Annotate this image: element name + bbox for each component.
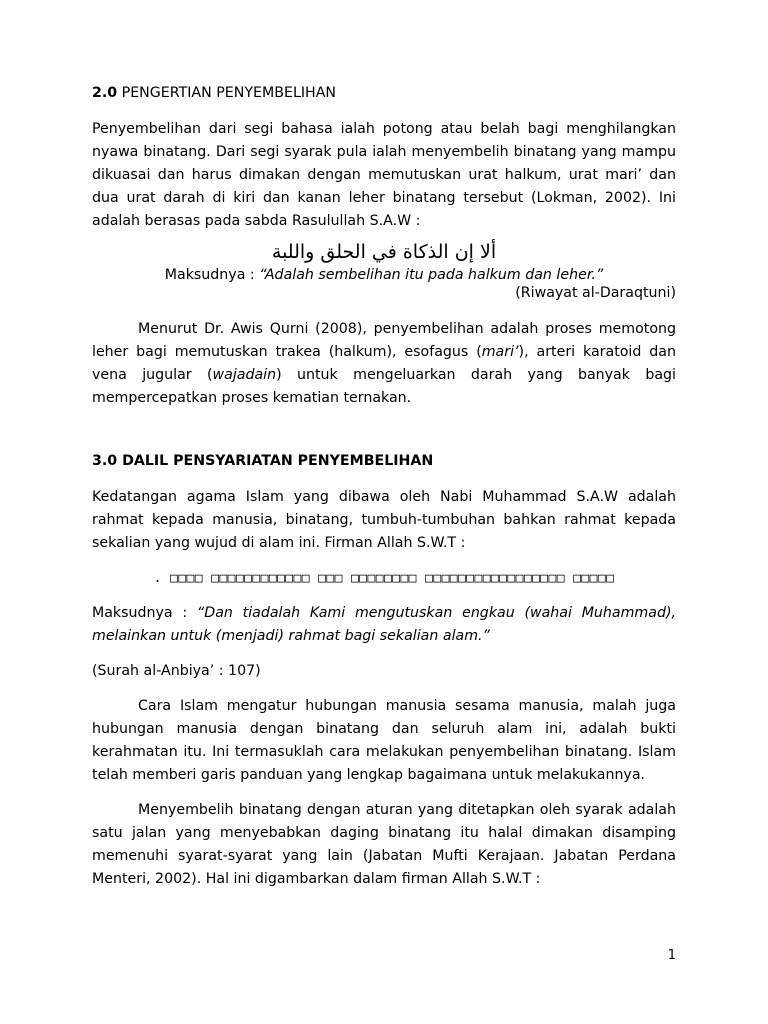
term-mari: mari’ [481,344,519,360]
document-page [92,0,676,891]
section-3-paragraph-1: Kedatangan agama Islam yang dibawa oleh Nabi Muhammad S.A.W adalah rahmat kepada manusia, binatang, tumbuh-tumbuhan bahkan rahmat kepada sekalian yang wujud di alam ini. Firman Allah S.W.T : [92,489,676,551]
hadith-source: (Riwayat al-Daraqtuni) [515,285,676,301]
verse-source: (Surah al-Anbiya’ : 107) [92,663,261,679]
section-3-heading [92,451,676,471]
term-wajadain: wajadain [212,367,277,383]
hadith-meaning-text: “Adalah sembelihan itu pada halkum dan leher.” [259,267,604,283]
hadith-arabic-text: ألا إن الذكاة في الحلق واللبة [271,241,497,263]
verse-meaning [92,602,676,648]
section-2-paragraph-1: Penyembelihan dari segi bahasa ialah potong atau belah bagi menghilangkan nyawa binatang. Dari segi syarak pula ialah menyembelih binatang yang mampu dikuasai dan harus dimakan dengan memutuskan urat halkum, urat mari’ dan dua urat darah di kiri dan kanan leher binatang tersebut (Lokman, 2002). Ini adalah berasas pada sabda Rasulullah S.A.W : [92,121,676,229]
verse-meaning-text: “Dan tiadalah Kami mengutuskan engkau (wahai Muhammad), melainkan untuk (menjadi) rahmat bagi sekalian alam.” [92,605,676,644]
page-number: 1 [667,948,676,963]
section-3-title: 3.0 DALIL PENSYARIATAN PENYEMBELIHAN [92,453,434,469]
section-2-title: PENGERTIAN PENYEMBELIHAN [117,85,337,101]
section-2-paragraph-2 [92,318,676,410]
quran-verse-unrendered: . □□□□ □□□□□□□□□□□□ □□□ □□□□□□□□ □□□□□□□□□□□□□□□□□ □□□□□ [153,571,615,586]
hadith-meaning-label: Maksudnya : [164,267,260,283]
para2-part-b: ), arteri karatoid dan vena jugular ( [92,344,676,383]
section-3-paragraph-3: Menyembelih binatang dengan aturan yang ditetapkan oleh syarak adalah satu jalan yang menyebabkan daging binatang itu halal dimakan disamping memenuhi syarat-syarat yang lain (Jabatan Mufti Kerajaan. Jabatan Perdana Menteri, 2002). Hal ini digambarkan dalam firman Allah S.W.T : [92,802,676,887]
section-3-paragraph-2: Cara Islam mengatur hubungan manusia sesama manusia, malah juga hubungan manusia dengan binatang dan seluruh alam ini, adalah bukti kerahmatan itu. Ini termasuklah cara melakukan penyembelihan binatang. Islam telah memberi garis panduan yang lengkap bagaimana untuk melakukannya. [92,698,676,783]
section-2-number: 2.0 [92,85,118,101]
section-2-heading [92,83,676,103]
para2-part-c: ) untuk mengeluarkan darah yang banyak bagi mempercepatkan proses kematian ternakan. [92,367,676,406]
verse-meaning-label: Maksudnya : [92,605,197,621]
hadith-meaning [92,266,676,284]
para2-part-a: Menurut Dr. Awis Qurni (2008), penyembelihan adalah proses memotong leher bagi memutuskan trakea (halkum), esofagus ( [92,321,676,360]
